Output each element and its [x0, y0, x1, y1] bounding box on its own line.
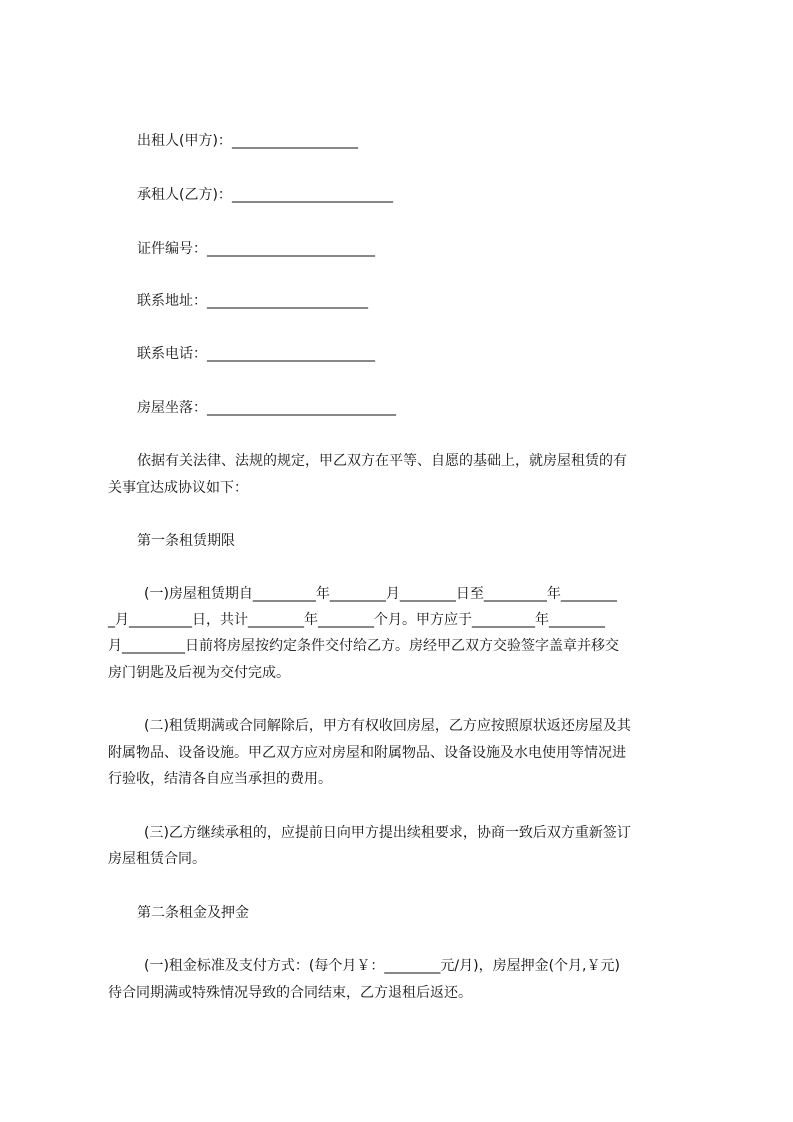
address-field — [137, 291, 368, 311]
intro-line-1: 依据有关法律、法规的规定，甲乙双方在平等、自愿的基础上，就房屋租赁的有 — [137, 453, 627, 469]
id-number-field — [137, 239, 375, 259]
property-location-label: 房屋坐落： — [137, 400, 207, 416]
lessor-field — [137, 131, 358, 151]
article-1-clause-1-line-2: _月_________日，共计________年________个月。甲方应于_________年________ — [108, 612, 605, 628]
article-2-clause-1-line-1: (一)租金标准及支付方式：(每个月￥：________元/月)，房屋押金(个月,￥元) — [144, 958, 620, 974]
article-1-clause-1-line-1: (一)房屋租赁期自_________年________月________日至_________年________ — [144, 586, 617, 602]
phone-blank: ________________________ — [207, 346, 375, 362]
address-blank: _______________________ — [207, 293, 368, 309]
property-location-blank: ___________________________ — [207, 400, 396, 416]
id-number-label: 证件编号： — [137, 241, 207, 257]
article-2-heading: 第二条租金及押金 — [137, 905, 249, 921]
phone-field — [137, 344, 375, 364]
article-2-clause-1-line-2: 待合同期满或特殊情况导致的合同结束，乙方退租后返还。 — [108, 985, 472, 1001]
article-1-clause-1-line-3: 月_________日前将房屋按约定条件交付给乙方。房经甲乙双方交验签字盖章并移交 — [108, 638, 619, 654]
lessee-blank: _______________________ — [231, 187, 393, 203]
phone-label: 联系电话： — [137, 346, 207, 362]
lessor-label: 出租人(甲方)： — [137, 133, 232, 149]
property-location-field — [137, 398, 396, 418]
article-1-clause-2-line-3: 行验收，结清各自应当承担的费用。 — [108, 771, 332, 787]
article-1-clause-2-line-2: 附属物品、设备设施。甲乙双方应对房屋和附属物品、设备设施及水电使用等情况进 — [108, 745, 626, 761]
lessee-label: 承租人(乙方)： — [137, 187, 232, 203]
article-1-clause-2-line-1: (二)租赁期满或合同解除后，甲方有权收回房屋，乙方应按照原状返还房屋及其 — [144, 718, 631, 734]
intro-line-2: 关事宜达成协议如下： — [108, 480, 248, 496]
lessee-field — [137, 185, 393, 205]
article-1-clause-3-line-1: (三)乙方继续承租的，应提前日向甲方提出续租要求，协商一致后双方重新签订 — [144, 825, 631, 841]
article-1-clause-1-line-4: 房门钥匙及后视为交付完成。 — [108, 665, 290, 681]
article-1-clause-3-line-2: 房屋租赁合同。 — [108, 851, 206, 867]
address-label: 联系地址： — [137, 293, 207, 309]
article-1-heading: 第一条租赁期限 — [137, 533, 235, 549]
lessor-blank: __________________ — [231, 133, 358, 149]
id-number-blank: ________________________ — [207, 241, 375, 257]
